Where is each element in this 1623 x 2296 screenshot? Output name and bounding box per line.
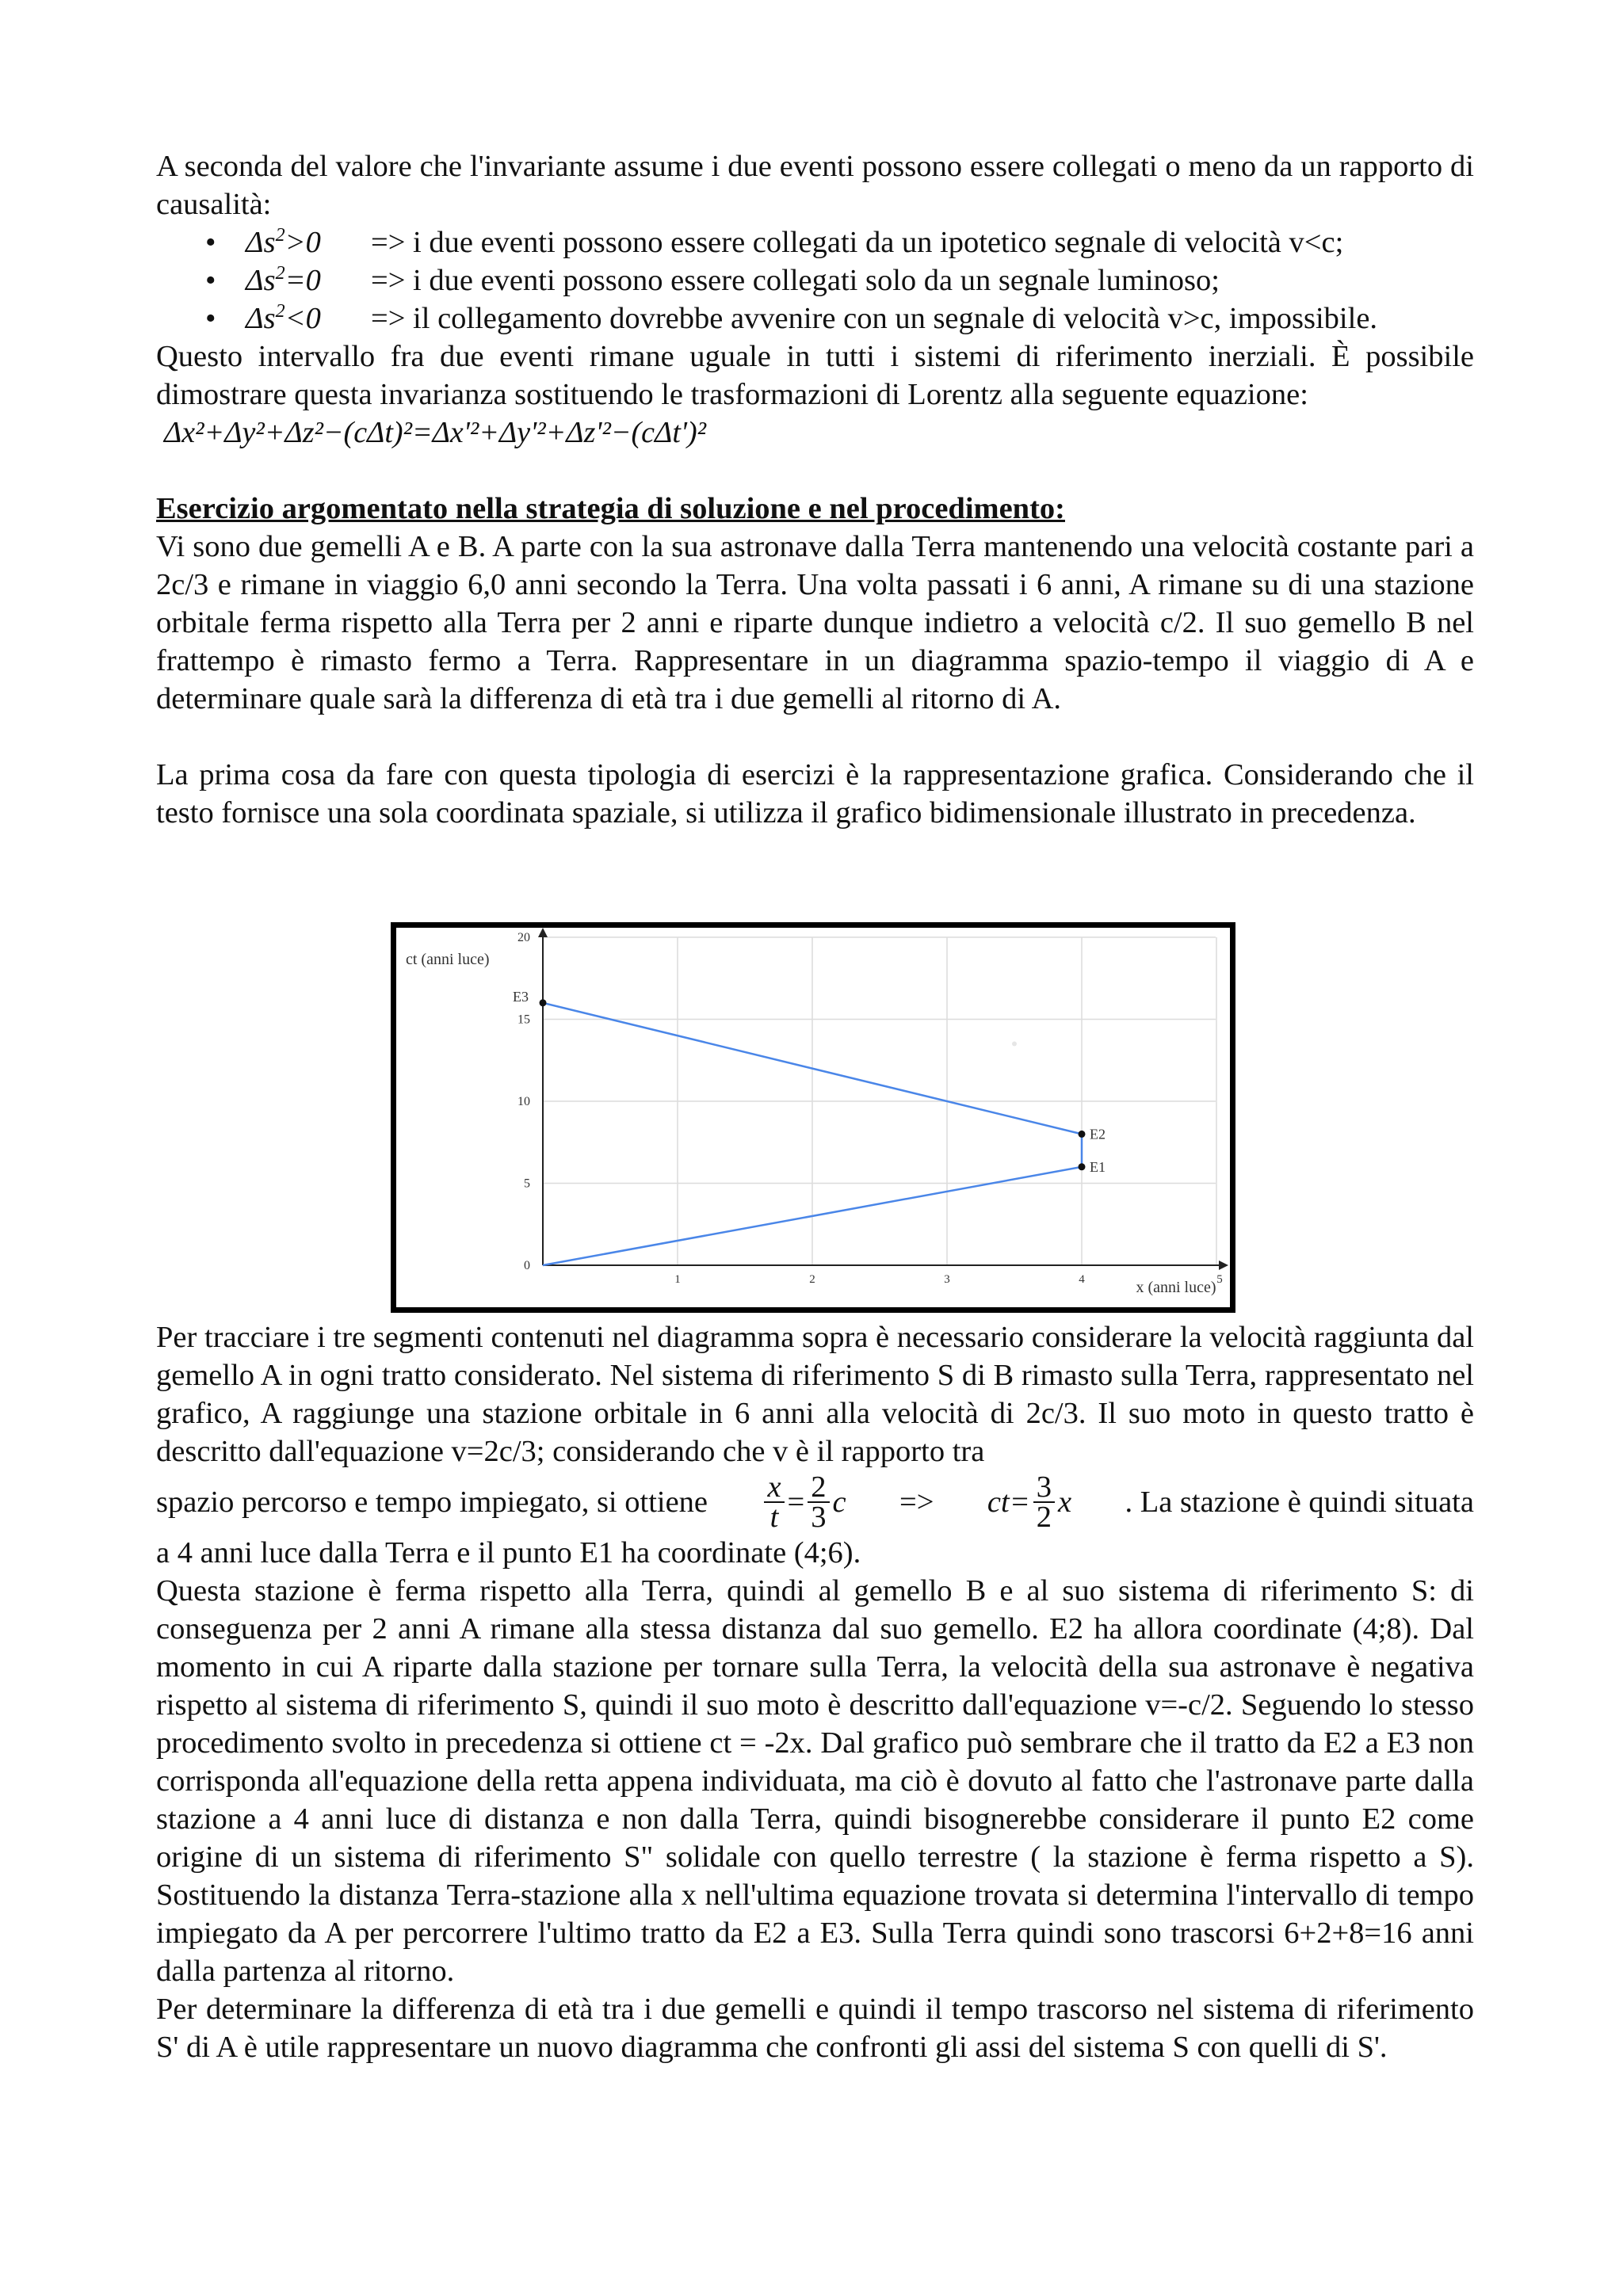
y-tick-label: 15 — [517, 1013, 530, 1027]
y-tick-label: 20 — [517, 931, 530, 944]
implies-arrow: => — [899, 1486, 934, 1519]
graph-intro-paragraph: La prima cosa da fare con questa tipologia di esercizi è la rappresentazione grafica. Considerando che il testo fornisce una sola coordinata spaziale, si utilizza il grafico bidimensionale illustrato in precedenza. — [156, 758, 1474, 830]
y-tick-label: 0 — [524, 1259, 530, 1272]
y-tick-label: 10 — [517, 1095, 530, 1108]
return-trip-paragraph: Questa stazione è ferma rispetto alla Terra, quindi al gemello B e al suo sistema di riferimento S: di conseguenza per 2 anni A rimane alla stessa distanza dal suo gemello. E2 ha allora coordinate (4;8). Dal momento in cui A riparte dalla stazione per tornare sulla Terra, la velocità della sua astronave è negativa rispetto al sistema di riferimento S, quindi il suo moto è descritto dall'equazione v=-c/2. Seguendo lo stesso procedimento svolto in precedenza si ottiene ct = -2x. Dal grafico può sembrare che il tratto da E2 a E3 non corrisponda all'equazione della retta appena individuata, ma ciò è dovuto al fatto che l'astronave parte dalla stazione a 4 anni luce di distanza e non dalla Terra, quindi bisognerebbe considerare il punto E2 come origine di un sistema di riferimento S" solidale con quello terrestre ( la stazione è ferma rispetto a S). Sostituendo la distanza Terra-stazione alla x nell'ultima equazione trovata si determina l'intervallo di tempo impiegato da A per percorrere l'ultimo tratto da E2 a E3. Sulla Terra quindi sono trascorsi 6+2+8=16 anni dalla partenza al ritorno. — [156, 1574, 1474, 1988]
event-label: E2 — [1090, 1126, 1106, 1142]
exercise-paragraph: Vi sono due gemelli A e B. A parte con la sua astronave dalla Terra mantenendo una velocità costante pari a 2c/3 e rimane in viaggio 6,0 anni secondo la Terra. Una volta passati i 6 anni, A rimane su di una stazione orbitale ferma rispetto alla Terra per 2 anni e riparte dunque indietro a velocità c/2. Il suo gemello B nel frattempo è rimasto fermo a Terra. Rappresentare in un diagramma spazio-tempo il viaggio di A e determinare quale sarà la differenza di età tra i due gemelli al ritorno di A. — [156, 530, 1474, 715]
bullet-icon: • — [205, 302, 216, 335]
fraction-three-halves: $\frac{3}{2}$ — [1033, 1473, 1055, 1531]
list-item — [156, 261, 1474, 299]
event-point — [540, 999, 547, 1006]
spacetime-chart-svg — [396, 928, 1230, 1307]
y-axis-title: ct (anni luce) — [406, 951, 490, 968]
spacetime-diagram — [391, 922, 1235, 1313]
list-item-text: => i due eventi possono essere collegati solo da un segnale luminoso; — [371, 264, 1220, 297]
intro-paragraph: A seconda del valore che l'invariante assume i due eventi possono essere collegati o meno da un rapporto di causalità: — [156, 150, 1474, 221]
list-item — [156, 299, 1474, 338]
list-item — [156, 223, 1474, 261]
event-point — [1079, 1131, 1086, 1138]
y-tick-label: 5 — [524, 1177, 530, 1191]
explanation-body — [156, 1318, 1474, 2066]
x-tick-label: 2 — [809, 1273, 815, 1286]
exercise-heading: Esercizio argomentato nella strategia di soluzione e nel procedimento: — [156, 492, 1065, 525]
x-tick-label: 1 — [674, 1273, 681, 1286]
bullet-icon: • — [205, 264, 216, 297]
station-coordinates-sentence: a 4 anni luce dalla Terra e il punto E1 ha coordinate (4;6). — [156, 1536, 861, 1569]
fraction-two-thirds: $\frac{2}{3}$ — [808, 1473, 829, 1531]
interval-math: $\Delta s^2<0$ — [246, 301, 321, 335]
explanation-paragraph: Per tracciare i tre segmenti contenuti nel diagramma sopra è necessario considerare la velocità raggiunta dal gemello A in ogni tratto considerato. Nel sistema di riferimento S di B rimasto sulla Terra, rappresentato nel grafico, A raggiunge una stazione orbitale in 6 anni alla velocità di 2c/3. Il suo moto in questo tratto è descritto dall'equazione v=2c/3; considerando che v è il rapporto tra — [156, 1321, 1474, 1468]
interval-math: $\Delta s^2>0$ — [246, 225, 321, 259]
y-axis-arrow-icon — [538, 928, 548, 937]
document-body — [156, 147, 1474, 832]
x-tick-label: 3 — [944, 1273, 950, 1286]
event-point — [1079, 1163, 1086, 1170]
interval-math: $\Delta s^2=0$ — [246, 263, 321, 297]
invariance-equation: Δx²+Δy²+Δz²−(cΔt)²=Δx'²+Δy'²+Δz'²−(cΔt')² — [164, 416, 707, 449]
ct-formula: ct= $\frac{3}{2}$ x — [987, 1470, 1072, 1534]
x-tick-label: 4 — [1079, 1273, 1085, 1286]
formula-line — [156, 1470, 1474, 1534]
causality-list — [156, 223, 1474, 338]
x-axis-arrow-icon — [1219, 1261, 1228, 1270]
fraction-x-over-t: $\frac{x}{t}$ — [764, 1473, 784, 1531]
list-item-text: => i due eventi possono essere collegati da un ipotetico segnale di velocità v<c; — [371, 226, 1344, 259]
x-axis-title: x (anni luce) — [1136, 1279, 1216, 1296]
bullet-icon: • — [205, 226, 216, 259]
event-label: E1 — [1090, 1158, 1106, 1175]
formula-line-prefix: spazio percorso e tempo impiegato, si ottiene — [156, 1486, 708, 1519]
invariance-paragraph: Questo intervallo fra due eventi rimane uguale in tutti i sistemi di riferimento inerziali. È possibile dimostrare questa invarianza sostituendo le trasformazioni di Lorentz alla seguente equazione: — [156, 340, 1474, 411]
x-tick-label: 5 — [1216, 1273, 1223, 1286]
velocity-formula: $\frac{x}{t}$ = $\frac{2}{3}$ c — [761, 1473, 846, 1531]
formula-line-suffix: . La stazione è quindi situata — [1125, 1486, 1474, 1519]
event-label: E3 — [513, 988, 529, 1005]
stray-dot — [1012, 1042, 1017, 1047]
age-difference-paragraph: Per determinare la differenza di età tra i due gemelli e quindi il tempo trascorso nel sistema di riferimento S' di A è utile rappresentare un nuovo diagramma che confronti gli assi del sistema S con quelli di S'. — [156, 1993, 1474, 2064]
list-item-text: => il collegamento dovrebbe avvenire con un segnale di velocità v>c, impossibile. — [371, 302, 1378, 335]
